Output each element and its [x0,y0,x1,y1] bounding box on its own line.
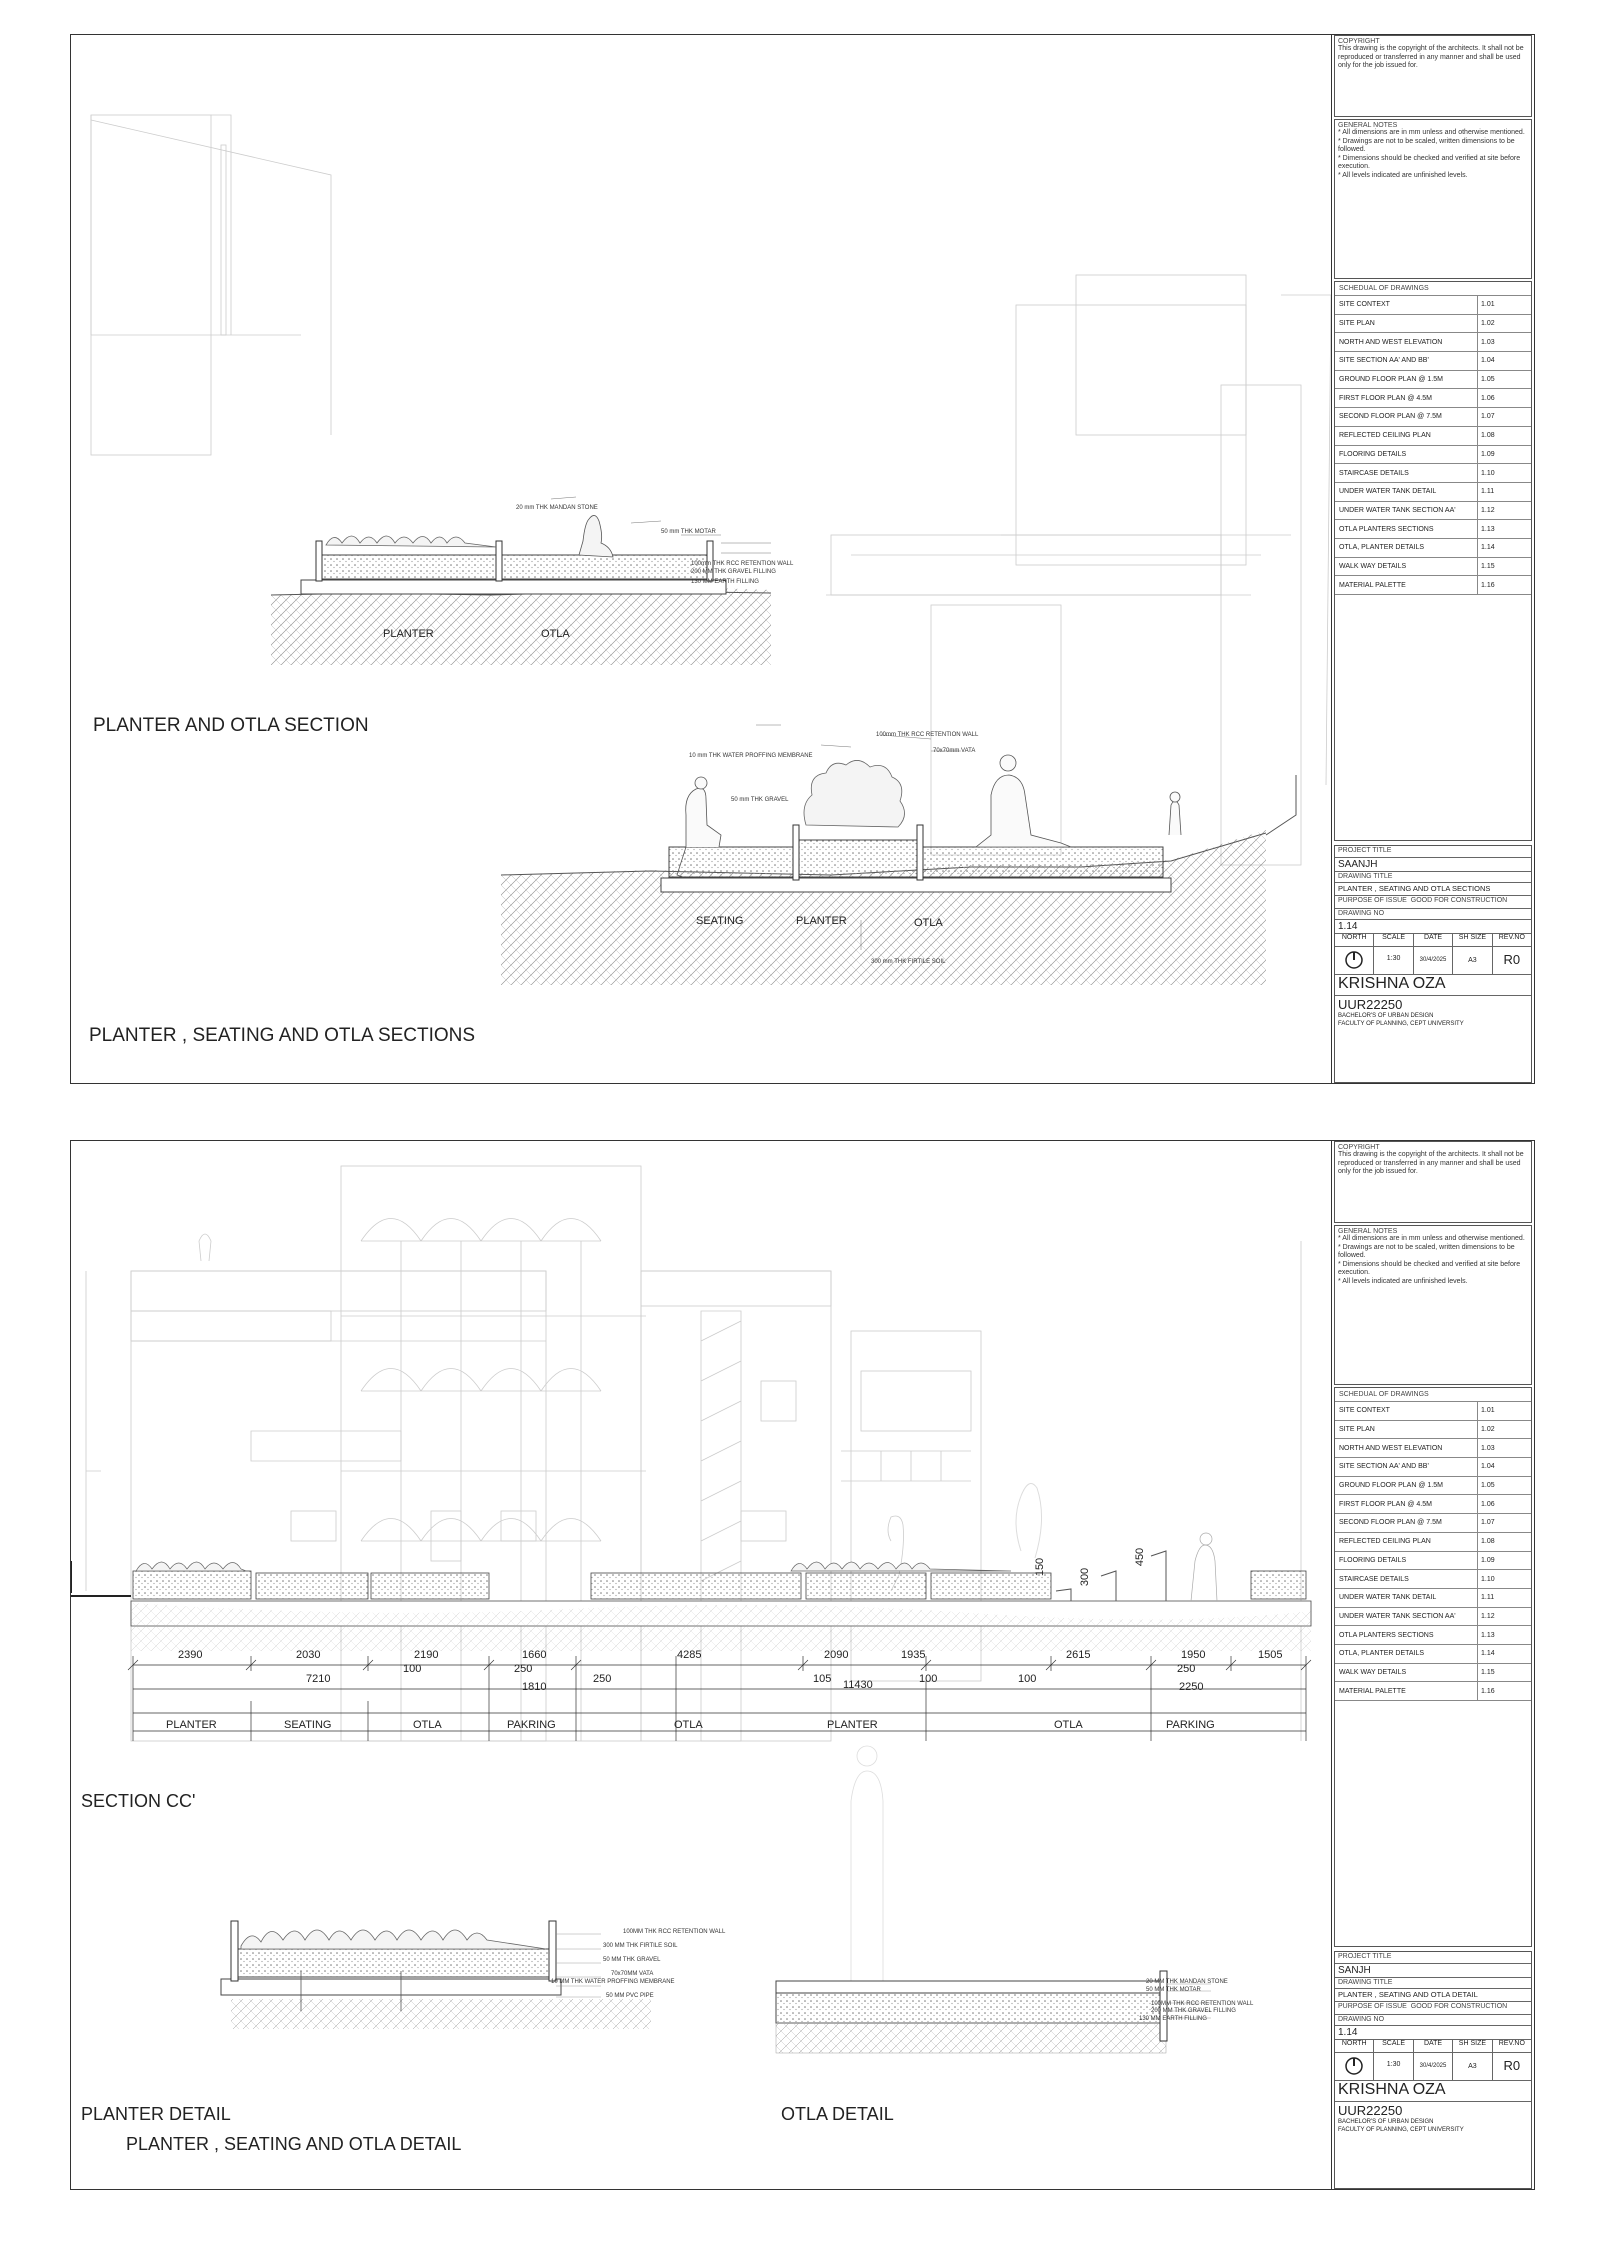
schedule-row [1335,1589,1531,1608]
zone-label: OTLA [413,1719,442,1731]
drawing-no-label: DRAWING NO [1338,2016,1385,2023]
s1-label-planter: PLANTER [383,628,434,640]
copyright-label: COPYRIGHT [1338,38,1380,45]
schedule-drawing-no: 1.01 [1477,296,1531,314]
schedule-drawing-name: OTLA PLANTERS SECTIONS [1339,525,1434,533]
s2-note-vata: 70x70mm VATA [933,748,976,754]
schedule-row [1335,1570,1531,1589]
schedule-row [1335,1645,1531,1664]
north-arrow-icon [1335,946,1374,974]
schedule-drawing-name: SITE PLAN [1339,1426,1375,1434]
course-name: BACHELOR'S OF URBAN DESIGN [1338,1013,1434,1019]
date-value: 30/4/2025 [1414,2052,1453,2080]
schedule-drawing-no: 1.12 [1477,1608,1531,1626]
schedule-drawing-name: UNDER WATER TANK DETAIL [1339,1594,1437,1602]
schedule-row [1335,1533,1531,1552]
schedule-drawing-name: SITE PLAN [1339,320,1375,328]
dim-value: 1935 [901,1649,926,1661]
planter-note-vata: 70x70MM VATA [611,1971,654,1977]
faculty-name: FACULTY OF PLANNING, CEPT UNIVERSITY [1338,1021,1464,1027]
s2-note-rcc: 100mm THK RCC RETENTION WALL [876,732,979,738]
schedule-drawing-no: 1.11 [1477,1589,1531,1607]
course-name: BACHELOR'S OF URBAN DESIGN [1338,2119,1434,2125]
schedule-drawing-no: 1.10 [1477,1570,1531,1588]
schedule-drawing-no: 1.13 [1477,520,1531,538]
dim-value: 4285 [677,1649,702,1661]
schedule-drawing-no: 1.16 [1477,1682,1531,1700]
col-sheet-size: SH SIZE [1453,2040,1492,2052]
zone-label: PLANTER [827,1719,878,1731]
dim-value: 11430 [843,1679,873,1691]
level-mark-450: 450 [1134,1547,1147,1567]
schedule-drawing-name: NORTH AND WEST ELEVATION [1339,1444,1443,1452]
schedule-drawing-name: UNDER WATER TANK SECTION AA' [1339,506,1456,514]
schedule-drawing-no: 1.09 [1477,446,1531,464]
schedule-drawing-no: 1.15 [1477,558,1531,576]
dim-value: 250 [593,1673,612,1685]
s1-note-rcc: 100mm THK RCC RETENTION WALL [691,561,794,567]
schedule-row [1335,502,1531,521]
schedule-drawing-no: 1.04 [1477,352,1531,370]
schedule-row [1335,408,1531,427]
drawing-sheet-1 [70,34,1535,1084]
schedule-row [1335,1495,1531,1514]
project-info-1 [1334,845,1532,1083]
schedule-drawing-no: 1.14 [1477,1645,1531,1663]
schedule-row [1335,389,1531,408]
s2-note-membrane: 10 mm THK WATER PROFFING MEMBRANE [689,753,813,759]
schedule-drawing-no: 1.08 [1477,1533,1531,1551]
schedule-row [1335,427,1531,446]
purpose-value: GOOD FOR CONSTRUCTION [1410,2003,1508,2010]
drawing-title: PLANTER , SEATING AND OTLA SECTIONS [1335,883,1531,896]
s1-note-stone: 20 mm THK MANDAN STONE [516,505,598,511]
schedule-of-drawings [1334,1387,1532,1947]
schedule-row [1335,1439,1531,1458]
copyright-label: COPYRIGHT [1338,1144,1380,1151]
schedule-row [1335,1626,1531,1645]
schedule-drawing-name: OTLA PLANTERS SECTIONS [1339,1631,1434,1639]
dim-value: 100 [919,1673,938,1685]
col-north: NORTH [1335,934,1374,946]
schedule-drawing-name: GROUND FLOOR PLAN @ 1.5M [1339,1482,1443,1490]
dim-value: 250 [514,1663,533,1675]
schedule-row [1335,558,1531,577]
schedule-drawing-no: 1.05 [1477,371,1531,389]
date-value: 30/4/2025 [1414,946,1453,974]
schedule-drawing-name: OTLA, PLANTER DETAILS [1339,544,1425,552]
schedule-row [1335,1421,1531,1440]
planter-note-soil: 300 MM THK FIRTILE SOIL [603,1943,678,1949]
seating-planter-otla-section-2 [501,725,1296,985]
dim-value: 250 [1177,1663,1196,1675]
otla-detail-title: OTLA DETAIL [781,2104,894,2124]
s2-note-gravel: 50 mm THK GRAVEL [731,797,789,803]
schedule-drawing-no: 1.07 [1477,408,1531,426]
schedule-row [1335,371,1531,390]
schedule-drawing-name: SECOND FLOOR PLAN @ 7.5M [1339,1519,1442,1527]
s1-note-motar: 50 mm THK MOTAR [661,529,716,535]
faculty-name: FACULTY OF PLANNING, CEPT UNIVERSITY [1338,2127,1464,2133]
schedule-row [1335,1514,1531,1533]
schedule-drawing-name: SITE CONTEXT [1339,301,1390,309]
project-title: SAANJH [1335,858,1531,872]
schedule-drawing-name: UNDER WATER TANK SECTION AA' [1339,1612,1456,1620]
schedule-row [1335,1477,1531,1496]
schedule-drawing-no: 1.08 [1477,427,1531,445]
general-note: * Drawings are not to be scaled, written dimensions to be followed. [1338,1243,1515,1259]
project-title-label: PROJECT TITLE [1338,847,1392,854]
schedule-row [1335,576,1531,595]
dim-value: 105 [813,1673,832,1685]
sheet2-footer-title: PLANTER , SEATING AND OTLA DETAIL [126,2134,462,2154]
schedule-drawing-no: 1.16 [1477,576,1531,594]
planter-note-membrane: 10 MM THK WATER PROFFING MEMBRANE [551,1979,675,1985]
schedule-row [1335,315,1531,334]
schedule-row [1335,483,1531,502]
schedule-drawing-no: 1.09 [1477,1552,1531,1570]
schedule-drawing-name: WALK WAY DETAILS [1339,1668,1407,1676]
schedule-row [1335,296,1531,315]
general-notes-label: GENERAL NOTES [1338,1228,1398,1235]
purpose-label: PURPOSE OF ISSUE [1338,897,1407,904]
col-date: DATE [1414,934,1453,946]
s2-note-soil: 300 mm THK FIRTILE SOIL [871,959,946,965]
schedule-row [1335,1664,1531,1683]
schedule-drawing-no: 1.10 [1477,464,1531,482]
zone-label: SEATING [284,1719,332,1731]
dim-value: 1505 [1258,1649,1283,1661]
schedule-row [1335,539,1531,558]
schedule-drawing-no: 1.03 [1477,1439,1531,1457]
otla-note-rcc: 100MM THK RCC RETENTION WALL [1151,2001,1254,2007]
zone-label: PARKING [1166,1719,1215,1731]
schedule-drawing-no: 1.02 [1477,315,1531,333]
otla-note-earth: 130 MM EARTH FILLING [1139,2016,1207,2022]
dim-value: 1950 [1181,1649,1206,1661]
project-title: SANJH [1335,1964,1531,1978]
s1-note-earth: 130 MM EARTH FILLING [691,579,759,585]
s2-label-otla: OTLA [914,917,943,929]
dim-value: 2190 [414,1649,439,1661]
zone-label: PLANTER [166,1719,217,1731]
dim-value: 2030 [296,1649,321,1661]
general-note: * All dimensions are in mm unless and otherwise mentioned. [1338,1235,1525,1242]
general-note: * Dimensions should be checked and verified at site before execution. [1338,1260,1521,1276]
col-rev: REV.NO [1498,934,1525,941]
schedule-drawing-no: 1.11 [1477,483,1531,501]
schedule-drawing-no: 1.14 [1477,539,1531,557]
schedule-drawing-name: FIRST FLOOR PLAN @ 4.5M [1339,394,1432,402]
general-note: * Drawings are not to be scaled, written dimensions to be followed. [1338,137,1515,153]
drawing-title-label: DRAWING TITLE [1338,1979,1393,1986]
schedule-row [1335,1552,1531,1571]
schedule-drawing-name: SITE SECTION AA' AND BB' [1339,1463,1429,1471]
project-info-2 [1334,1951,1532,2189]
col-north: NORTH [1335,2040,1374,2052]
schedule-row [1335,1402,1531,1421]
otla-note-motar: 50 MM THK MOTAR [1146,1987,1201,1993]
dim-value: 2390 [178,1649,203,1661]
purpose-value: GOOD FOR CONSTRUCTION [1410,897,1508,904]
schedule-drawing-no: 1.05 [1477,1477,1531,1495]
general-note: * All levels indicated are unfinished levels. [1338,171,1468,179]
schedule-drawing-name: SITE SECTION AA' AND BB' [1339,357,1429,365]
s1-label-otla: OTLA [541,628,570,640]
schedule-drawing-name: FIRST FLOOR PLAN @ 4.5M [1339,1500,1432,1508]
schedule-drawing-name: REFLECTED CEILING PLAN [1339,1538,1431,1546]
author-name: KRISHNA OZA [1335,2080,1531,2102]
schedule-row [1335,1608,1531,1627]
s1-note-gravel: 200 MM THK GRAVEL FILLING [691,569,776,575]
schedule-drawing-name: SECOND FLOOR PLAN @ 7.5M [1339,413,1442,421]
scale-value: 1:30 [1374,2052,1413,2080]
otla-detail-drawing [776,1746,1211,2053]
schedule-drawing-name: MATERIAL PALETTE [1339,581,1406,589]
drawing-title-label: DRAWING TITLE [1338,873,1393,880]
col-rev: REV.NO [1498,2040,1525,2047]
planter-note-rcc: 100MM THK RCC RETENTION WALL [623,1929,726,1935]
dim-value: 2250 [1179,1681,1204,1693]
schedule-drawing-name: REFLECTED CEILING PLAN [1339,432,1431,440]
schedule-drawing-name: STAIRCASE DETAILS [1339,469,1409,477]
sheet2-drawing [71,1141,1331,2189]
schedule-label: SCHEDUAL OF DRAWINGS [1335,282,1531,296]
schedule-row [1335,464,1531,483]
col-scale: SCALE [1374,2040,1413,2052]
general-note: * All levels indicated are unfinished levels. [1338,1277,1468,1285]
s2-label-seating: SEATING [696,915,744,927]
section-cc-ground [71,1533,1311,1651]
s2-label-planter: PLANTER [796,915,847,927]
schedule-drawing-name: FLOORING DETAILS [1339,450,1407,458]
schedule-row [1335,1458,1531,1477]
planter-note-pipe: 50 MM PVC PIPE [606,1993,654,1999]
col-scale: SCALE [1374,934,1413,946]
project-title-label: PROJECT TITLE [1338,1953,1392,1960]
schedule-drawing-name: SITE CONTEXT [1339,1407,1390,1415]
schedule-row [1335,520,1531,539]
general-notes-label: GENERAL NOTES [1338,122,1398,129]
dim-value: 2090 [824,1649,849,1661]
schedule-drawing-no: 1.04 [1477,1458,1531,1476]
drawing-no: 1.14 [1335,920,1531,934]
schedule-drawing-no: 1.13 [1477,1626,1531,1644]
level-mark-150: 150 [1034,1557,1047,1577]
general-note: * All dimensions are in mm unless and otherwise mentioned. [1338,129,1525,136]
dim-value: 1810 [522,1681,547,1693]
schedule-of-drawings [1334,281,1532,841]
zone-label: OTLA [1054,1719,1083,1731]
roll-number: UUR22250 [1338,997,1403,1012]
schedule-drawing-no: 1.03 [1477,333,1531,351]
copyright-text: This drawing is the copyright of the architects. It shall not be reproduced or transferred in any manner and shall be used only for the job issued for. [1338,1151,1524,1175]
drawing-title: PLANTER , SEATING AND OTLA DETAIL [1335,1989,1531,2002]
sheet-size-value: A3 [1453,2052,1492,2080]
schedule-drawing-no: 1.06 [1477,1495,1531,1513]
schedule-drawing-no: 1.02 [1477,1421,1531,1439]
col-date: DATE [1414,2040,1453,2052]
dim-value: 2615 [1066,1649,1091,1661]
section-cc-title: SECTION CC' [81,1791,196,1811]
schedule-drawing-no: 1.12 [1477,502,1531,520]
schedule-drawing-no: 1.06 [1477,389,1531,407]
schedule-drawing-no: 1.01 [1477,1402,1531,1420]
drawing-sheet-2 [70,1140,1535,2190]
dim-value: 100 [403,1663,422,1675]
schedule-drawing-name: STAIRCASE DETAILS [1339,1575,1409,1583]
schedule-drawing-name: FLOORING DETAILS [1339,1556,1407,1564]
otla-note-gravel: 200 MM THK GRAVEL FILLING [1151,2008,1236,2014]
dim-value: 100 [1018,1673,1037,1685]
drawing-no: 1.14 [1335,2026,1531,2040]
purpose-label: PURPOSE OF ISSUE [1338,2003,1407,2010]
schedule-drawing-name: GROUND FLOOR PLAN @ 1.5M [1339,376,1443,384]
drawing-no-label: DRAWING NO [1338,910,1385,917]
dim-value: 1660 [522,1649,547,1661]
copyright-text: This drawing is the copyright of the architects. It shall not be reproduced or transferred in any manner and shall be used only for the job issued for. [1338,45,1524,69]
schedule-drawing-no: 1.15 [1477,1664,1531,1682]
schedule-drawing-name: NORTH AND WEST ELEVATION [1339,338,1443,346]
title-block-1 [1331,35,1534,1083]
general-note: * Dimensions should be checked and verified at site before execution. [1338,154,1521,170]
rev-value: R0 [1503,2058,1521,2073]
dim-value: 7210 [306,1673,331,1685]
schedule-label: SCHEDUAL OF DRAWINGS [1335,1388,1531,1402]
author-name: KRISHNA OZA [1335,974,1531,996]
schedule-drawing-name: WALK WAY DETAILS [1339,562,1407,570]
schedule-row [1335,333,1531,352]
schedule-row [1335,1682,1531,1701]
schedule-drawing-name: UNDER WATER TANK DETAIL [1339,488,1437,496]
schedule-row [1335,446,1531,465]
schedule-drawing-no: 1.07 [1477,1514,1531,1532]
schedule-drawing-name: MATERIAL PALETTE [1339,1687,1406,1695]
planter-note-gravel: 50 MM THK GRAVEL [603,1957,661,1963]
scale-value: 1:30 [1374,946,1413,974]
rev-value: R0 [1503,952,1521,967]
north-arrow-icon [1335,2052,1374,2080]
col-sheet-size: SH SIZE [1453,934,1492,946]
schedule-row [1335,352,1531,371]
level-mark-300: 300 [1079,1567,1092,1587]
planter-detail-title: PLANTER DETAIL [81,2104,231,2124]
heading-planter-otla-section: PLANTER AND OTLA SECTION [93,715,369,736]
zone-label: PAKRING [507,1719,556,1731]
otla-note-stone: 20 MM THK MANDAN STONE [1146,1979,1228,1985]
zone-label: OTLA [674,1719,703,1731]
schedule-drawing-name: OTLA, PLANTER DETAILS [1339,1650,1425,1658]
title-block-2 [1331,1141,1534,2189]
sheet-size-value: A3 [1453,946,1492,974]
heading-planter-seating-otla-sections: PLANTER , SEATING AND OTLA SECTIONS [89,1025,476,1046]
roll-number: UUR22250 [1338,2103,1403,2118]
